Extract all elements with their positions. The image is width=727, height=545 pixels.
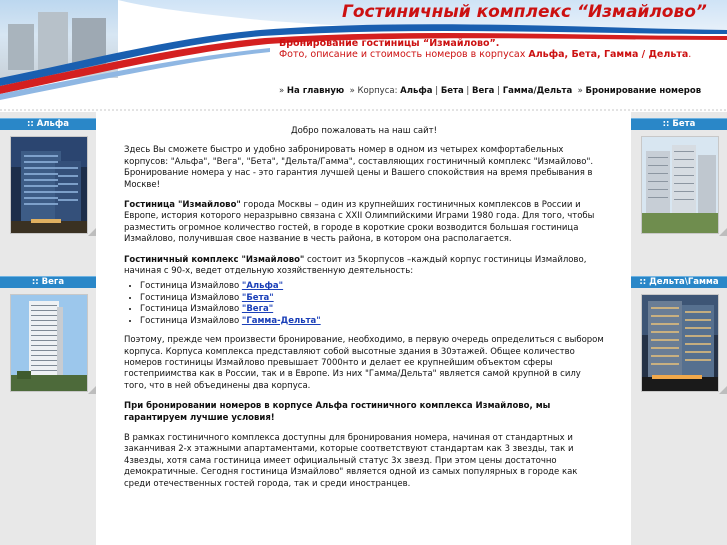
site-title: Гостиничный комплекс “Измайлово” <box>342 2 707 22</box>
welcome-text: Добро пожаловать на наш сайт! <box>291 126 437 136</box>
nav-separator: | <box>432 86 441 96</box>
article <box>124 118 604 499</box>
delta-gamma-building-image <box>642 295 718 391</box>
sidebar-card-beta[interactable] <box>631 118 727 234</box>
nav-separator: | <box>494 86 503 96</box>
history-paragraph <box>124 200 604 246</box>
history-hotel-name: Гостиница "Измайлово" <box>124 200 241 211</box>
list-item-prefix: Гостиница Измайлово <box>140 292 242 303</box>
nav-vega-link[interactable]: Вега <box>472 86 495 96</box>
vega-link[interactable]: "Вега" <box>241 304 274 315</box>
breadcrumb-nav <box>279 86 701 96</box>
right-sidebar <box>631 112 727 545</box>
sidebar-heading-delta-gamma[interactable]: :: Дельта\Гамма <box>631 276 727 288</box>
list-item <box>140 316 604 327</box>
nav-corpus-prefix: » Корпуса: <box>349 86 401 96</box>
history-text: города Москвы – один из крупнейших гостиничных комплексов в России и Европе, история которого неразрывно связана с XXII Олимпийскими Играми 1980 года. Для того, чтобы разместить огромное количество гостей, в городе в короткие сроки возводится большая гостиница Измайлово, получившая свое название в честь района, в котором она располагается. <box>124 200 595 245</box>
header-description <box>279 49 691 60</box>
nav-booking-prefix: » <box>577 86 586 96</box>
nav-beta-link[interactable]: Бета <box>440 86 464 96</box>
complex-paragraph <box>124 255 604 278</box>
nav-booking-link[interactable]: Бронирование номеров <box>585 86 702 96</box>
page-header <box>0 0 727 112</box>
left-sidebar <box>0 112 96 545</box>
intro-paragraph <box>124 145 604 191</box>
sidebar-card-delta-gamma[interactable] <box>631 276 727 392</box>
intro-guarantee-text: Бронирование номера у нас - это гарантия лучшей цены и Вашего спокойствия на время пребывания в Москве! <box>124 168 593 190</box>
card-shadow-decoration <box>88 386 96 394</box>
beta-building-image <box>642 137 718 233</box>
alfa-link[interactable]: "Альфа" <box>241 281 284 292</box>
nav-gamma-delta-link[interactable]: Гамма/Дельта <box>502 86 573 96</box>
sidebar-heading-vega[interactable]: :: Вега <box>0 276 96 288</box>
beta-building-photo[interactable] <box>641 136 719 234</box>
header-description-buildings: Альфа, Бета, Гамма / Дельта <box>528 49 689 60</box>
alfa-building-photo[interactable] <box>10 136 88 234</box>
list-item <box>140 293 604 304</box>
nav-alfa-link[interactable]: Альфа <box>400 86 433 96</box>
list-item-prefix: Гостиница Измайлово <box>140 281 242 292</box>
complex-text: состоит из 5корпусов –каждый корпус гостиницы Измайлово, начиная с 90-х, ведет отдельную хозяйственную деятельность: <box>124 254 587 277</box>
main-content <box>96 118 631 545</box>
header-description-suffix: . <box>688 49 692 60</box>
sidebar-heading-beta[interactable]: :: Бета <box>631 118 727 130</box>
nav-prefix: » <box>279 86 287 96</box>
alfa-building-image <box>11 137 87 233</box>
beta-link[interactable]: "Бета" <box>241 292 274 303</box>
list-item-prefix: Гостиница Измайлово <box>140 304 242 315</box>
list-item <box>140 281 604 292</box>
building-list <box>124 281 604 327</box>
card-shadow-decoration <box>88 228 96 236</box>
nav-separator: | <box>463 86 472 96</box>
vega-building-photo[interactable] <box>10 294 88 392</box>
alfa-guarantee-paragraph: При бронировании номеров в корпусе Альфа гостиничного комплекса Измайлово, мы гарантируем лучшие условия! <box>124 401 551 423</box>
vega-building-image <box>11 295 87 391</box>
header-description-prefix: Фото, описание и стоимость номеров в корпусах <box>279 49 529 60</box>
sidebar-card-vega[interactable] <box>0 276 96 392</box>
rooms-paragraph: В рамках гостиничного комплекса доступны для бронирования номера, начиная от стандартных и заканчивая 2-х этажными апартаментами, которые соответствуют стандартам как 3 звезды, так и 4звезды, хотя сама гостиница имеет официальный статус 3х звезд. При этом цены достаточно демократичные. Сегодня гостиница Измайлово" является одной из самых популярных в городе как среди отечественных гостей города, так и среди иностранцев. <box>124 432 578 489</box>
sidebar-card-alfa[interactable] <box>0 118 96 234</box>
gamma-delta-link[interactable]: "Гамма-Дельта" <box>241 315 321 326</box>
nav-home-link[interactable]: На главную <box>286 86 345 96</box>
choice-paragraph: Поэтому, прежде чем произвести бронирование, необходимо, в первую очередь определиться с выбором корпуса. Корпуса комплекса представляют собой высотные здания в 30этажей. Общее количество номеров гостиницы Измайлово превышает 7000нто и делает ее крупнейшим объектом сферы гостеприимства как в России, так и в Европе. Из них "Гамма/Дельта" является самой крупной в силу того, что в ней объединены два корпуса. <box>124 335 604 391</box>
list-item <box>140 304 604 315</box>
card-shadow-decoration <box>719 228 727 236</box>
delta-gamma-building-photo[interactable] <box>641 294 719 392</box>
list-item-prefix: Гостиница Измайлово <box>140 315 242 326</box>
intro-text: Здесь Вы сможете быстро и удобно забронировать номер в одном из четырех комфортабельных корпусов: "Альфа", "Вега", "Бета", "Дельта/Гамма", составляющих гостиничный комплекс "Измайлово". <box>124 145 594 167</box>
card-shadow-decoration <box>719 386 727 394</box>
sidebar-heading-alfa[interactable]: :: Альфа <box>0 118 96 130</box>
header-subtitle: Бронирование гостиницы “Измайлово”. <box>279 38 500 49</box>
complex-name: Гостиничный комплекс "Измайлово" <box>124 254 305 265</box>
